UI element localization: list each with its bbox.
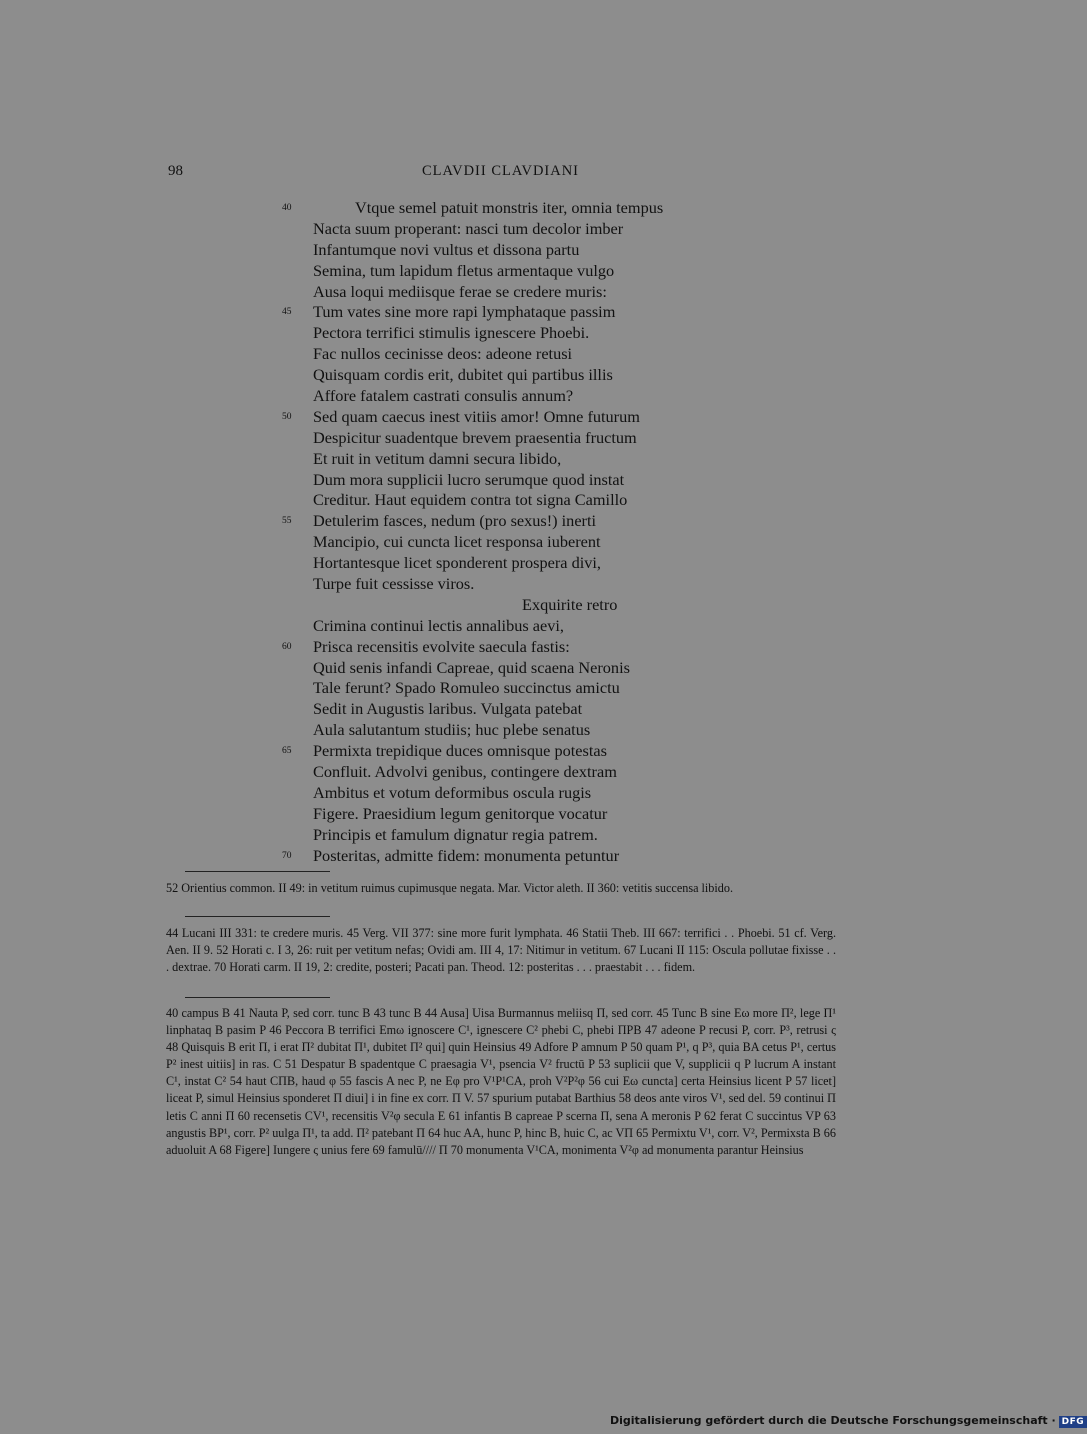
verse-text: Quid senis infandi Capreae, quid scaena Neronis [313, 657, 630, 677]
verse-line [282, 449, 802, 470]
verse-text: Tum vates sine more rapi lymphataque passim [313, 302, 616, 322]
critical-apparatus: 40 campus B 41 Nauta P, sed corr. tunc B 43 tunc B 44 Ausa] Uisa Burmannus meliisq Π, sed corr. 45 Tunc B sine Eω more Π², lege Π¹ linphataq B pasim P 46 Peccora B terrifici Emω ignoscere C¹, ignescere C² phebi C, phebi ΠPB 47 adeone P recusi P, corr. P³, retrusi ς 48 Quisquis B erit Π, i erat Π² dubitat Π¹, dubitet Π² qui] quin Heinsius 49 Adfore P amnum P 50 quam P¹, q P³, quia BA cetus P¹, certus P² inest uitiis] in ras. C 51 Despatur B spadentque C praesagia V¹, psencia V² fructū P 53 suplicii que V, supplicii q P lucrum A instant C¹, instat C² 54 haut CΠB, haud φ 55 fascis A nec P, ne Eφ pro V¹P¹CA, proh V²P²φ 56 cui Eω cuncta] certa Heinsius licent P 57 licet] liceat P, simul Heinsius sponderet Π diui] i in fine ex corr. Π V. 57 spurium putabat Barthius 58 deos ante viros V¹, sed del. 59 continui Π letis C anni Π 60 recensetis CV¹, recensitis V²φ secula E 61 infantis B capreae P scerna Π, sena A meronis P 62 ferat C succintus VP 63 angustis BP¹, corr. P² uulga Π¹, ta add. Π² patebant Π 64 huc AA, hunc P, hinc B, huic C, ac VΠ 65 Permixtu V¹, corr. V², Permixsta B 66 aduoluit A 68 Figere] Iungere ς unius fere 69 famulū//// Π 70 monumenta V¹CA, monimenta V²φ ad monumenta parantur Heinsius [166, 1006, 836, 1157]
verse-line [282, 532, 802, 553]
page-header [168, 163, 833, 185]
line-number: 50 [282, 411, 292, 422]
poem-text [282, 198, 802, 867]
verse-line [282, 470, 802, 491]
verse-text: Aula salutantum studiis; huc plebe senatus [313, 720, 591, 740]
verse-line [282, 386, 802, 407]
verse-text: Confluit. Advolvi genibus, contingere dextram [313, 762, 617, 782]
verse-line [282, 720, 802, 741]
verse-text: Creditur. Haut equidem contra tot signa Camillo [313, 490, 628, 510]
verse-line [282, 553, 802, 574]
dfg-logo: DFG [1059, 1416, 1087, 1428]
line-number: 65 [282, 746, 292, 757]
verse-text: Prisca recensitis evolvite saecula fastis: [313, 636, 570, 656]
verse-line [282, 741, 802, 762]
verse-text: Semina, tum lapidum fletus armentaque vulgo [313, 260, 615, 280]
verse-text: Sed quam caecus inest vitiis amor! Omne futurum [313, 406, 640, 426]
separator [185, 916, 330, 917]
verse-text: Quisquam cordis erit, dubitet qui partibus illis [313, 365, 613, 385]
verse-text: Detulerim fasces, nedum (pro sexus!) inerti [313, 511, 597, 531]
verse-line [282, 658, 802, 679]
verse-line [282, 323, 802, 344]
verse-text: Exquirite retro [522, 594, 618, 614]
verse-line [282, 511, 802, 532]
verse-text: Posteritas, admitte fidem: monumenta petuntur [313, 845, 620, 865]
verse-text: Tale ferunt? Spado Romuleo succinctus amictu [313, 678, 620, 698]
verse-text: Nacta suum properant: nasci tum decolor imber [313, 218, 624, 238]
separator [185, 997, 330, 998]
running-title: CLAVDII CLAVDIANI [421, 163, 580, 179]
verse-text: Fac nullos cecinisse deos: adeone retusi [313, 344, 573, 364]
page-number: 98 [168, 163, 183, 179]
verse-text: Infantumque novi vultus et dissona partu [313, 239, 580, 259]
line-number: 40 [282, 203, 292, 213]
line-number: 45 [282, 307, 292, 318]
verse-line [282, 407, 802, 428]
verse-text: Ausa loqui mediisque ferae se credere muris: [313, 281, 607, 301]
verse-text: Vtque semel patuit monstris iter, omnia tempus [355, 198, 664, 217]
verse-line [282, 783, 802, 804]
verse-text: Turpe fuit cessisse viros. [313, 574, 475, 594]
verse-line [282, 846, 802, 867]
verse-line [282, 825, 802, 846]
testimonia-note: 52 Orientius common. II 49: in vetitum ruimus cupimusque negata. Mar. Victor aleth. II 360: vetitis succensa libido. [166, 881, 734, 895]
verse-text: Sedit in Augustis laribus. Vulgata patebat [313, 699, 583, 719]
verse-line [282, 344, 802, 365]
verse-text: Et ruit in vetitum damni secura libido, [313, 448, 562, 468]
credit-text: Digitalisierung gefördert durch die Deutsche Forschungsgemeinschaft · [610, 1414, 1056, 1427]
verse-text: Figere. Praesidium legum genitorque vocatur [313, 803, 608, 823]
verse-text: Permixta trepidique duces omnisque potestas [313, 741, 607, 761]
line-number: 60 [282, 641, 292, 652]
verse-line [282, 595, 802, 616]
verse-text: Ambitus et votum deformibus oscula rugis [313, 782, 592, 802]
verse-line [282, 678, 802, 699]
verse-text: Dum mora supplicii lucro serumque quod instat [313, 469, 625, 489]
digitization-credit [610, 1414, 1087, 1428]
verse-line [282, 574, 802, 595]
verse-line [282, 762, 802, 783]
verse-line [282, 198, 802, 219]
verse-line [282, 261, 802, 282]
verse-line [282, 219, 802, 240]
verse-line [282, 804, 802, 825]
verse-line [282, 365, 802, 386]
separator [185, 871, 330, 872]
verse-line [282, 490, 802, 511]
verse-text: Hortantesque licet sponderent prospera divi, [313, 553, 601, 573]
verse-text: Despicitur suadentque brevem praesentia fructum [313, 427, 637, 447]
verse-text: Pectora terrifici stimulis ignescere Phoebi. [313, 323, 590, 343]
verse-line [282, 616, 802, 637]
line-number: 70 [282, 850, 292, 861]
verse-line [282, 699, 802, 720]
verse-text: Principis et famulum dignatur regia patrem. [313, 824, 598, 844]
verse-text: Crimina continui lectis annalibus aevi, [313, 615, 564, 635]
verse-line [282, 302, 802, 323]
verse-text: Mancipio, cui cuncta licet responsa iuberent [313, 532, 601, 552]
verse-line [282, 637, 802, 658]
verse-line [282, 282, 802, 303]
line-number: 55 [282, 516, 292, 527]
verse-line [282, 240, 802, 261]
verse-text: Affore fatalem castrati consulis annum? [313, 386, 574, 406]
parallel-passages: 44 Lucani III 331: te credere muris. 45 Verg. VII 377: sine more furit lymphata. 46 Statii Theb. III 667: terrifici . . Phoebi. 51 cf. Verg. Aen. II 9. 52 Horati c. I 3, 26: ruit per vetitum nefas; Ovidi am. III 4, 17: Nitimur in vetitum. 67 Lucani II 115: Oscula pollutae fixisse . . . dextrae. 70 Horati carm. II 19, 2: credite, posteri; Pacati pan. Theod. 12: posteritas . . . praestabit . . . fidem. [166, 926, 836, 975]
verse-line [282, 428, 802, 449]
